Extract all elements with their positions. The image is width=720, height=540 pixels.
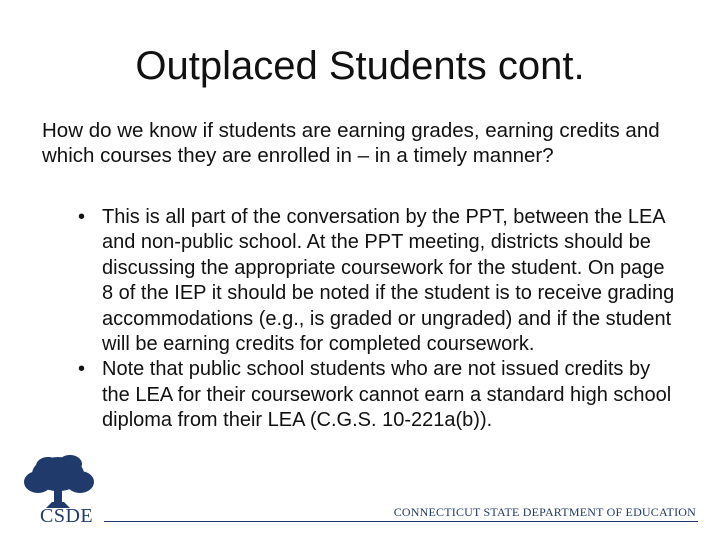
logo-text: CSDE (40, 505, 94, 527)
bullet-text: Note that public school students who are not issued credits by the LEA for their coursework cannot earn a standard high school diploma from their LEA (C.G.S. 10-221a(b)). (102, 358, 672, 432)
bullet-text: This is all part of the conversation by the PPT, between the LEA and non-public school. At the PPT meeting, districts should be discussing the appropriate coursework for the student. On page 8 of the IEP it should be noted if the student is to receive grading accommodations (e.g., is graded or ungraded) and if the student will be earning credits for completed coursework. (102, 206, 675, 356)
bullet-icon: • (78, 206, 86, 228)
bullet-item (60, 357, 680, 433)
footer-department: CONNECTICUT STATE DEPARTMENT OF EDUCATION (393, 505, 696, 519)
slide-title: Outplaced Students cont. (135, 44, 585, 88)
bullet-item (60, 205, 680, 357)
intro-question: How do we know if students are earning grades, earning credits and which courses they are enrolled in – in a timely manner? (42, 119, 660, 167)
bullet-icon: • (78, 358, 86, 381)
bullet-list (60, 205, 680, 434)
footer-divider (104, 521, 698, 522)
